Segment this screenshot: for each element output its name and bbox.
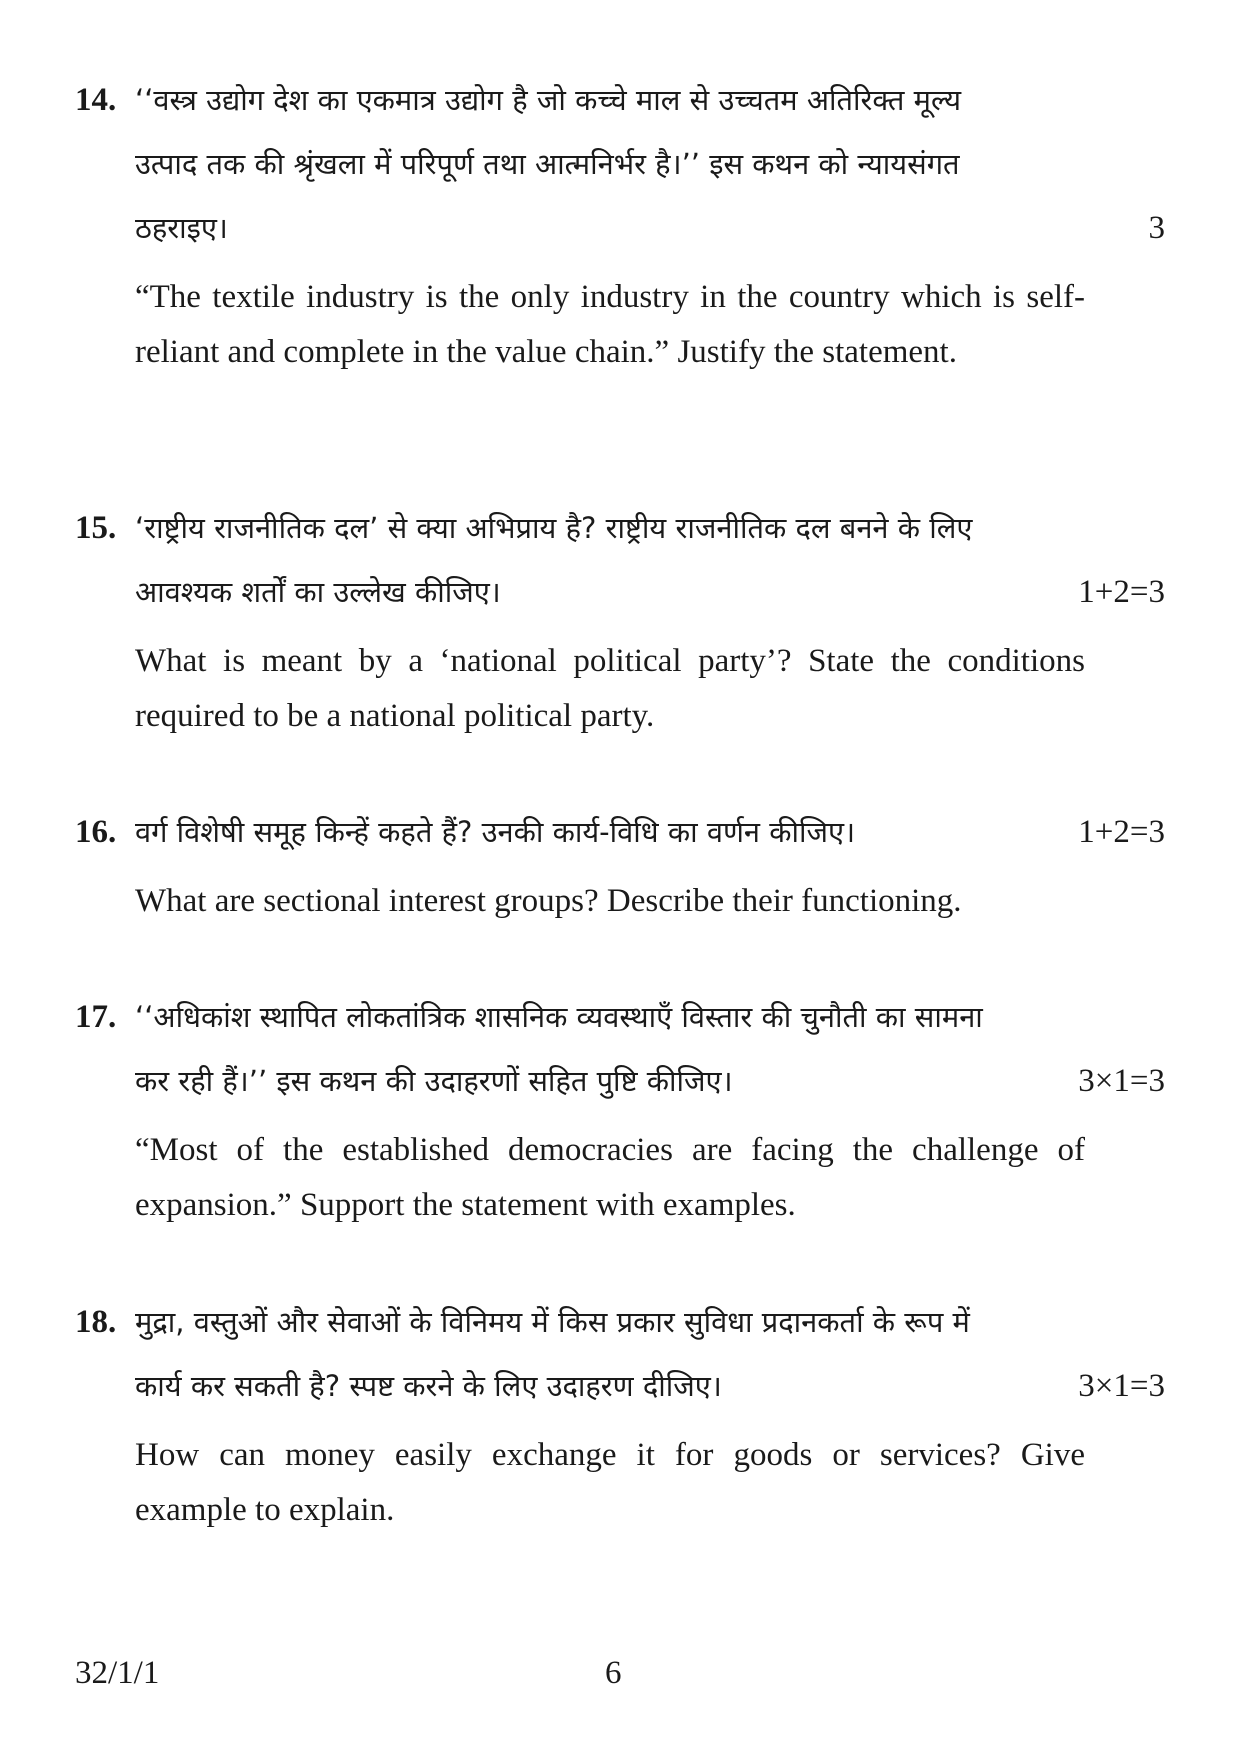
question-english-text: “Most of the established democracies are facing the challenge of expansion.” Support the statement with examples. xyxy=(135,1132,1085,1223)
question-number: 14. xyxy=(75,82,117,118)
question-marks: 3 xyxy=(1148,210,1165,246)
hindi-line: ‘‘वस्त्र उद्योग देश का एकमात्र उद्योग है जो कच्चे माल से उच्चतम अतिरिक्त मूल्य xyxy=(135,83,962,117)
question-marks: 3×1=3 xyxy=(1078,1368,1165,1404)
question-marks: 1+2=3 xyxy=(1078,814,1165,850)
hindi-line: ठहराइए। xyxy=(135,211,228,245)
question-marks: 3×1=3 xyxy=(1078,1063,1165,1099)
question-marks: 1+2=3 xyxy=(1078,574,1165,610)
paper-code: 32/1/1 xyxy=(75,1655,160,1691)
question-18 xyxy=(75,1290,1165,1538)
hindi-line: ‘‘अधिकांश स्थापित लोकतांत्रिक शासनिक व्यवस्थाएँ विस्तार की चुनौती का सामना xyxy=(135,1000,983,1034)
question-number: 17. xyxy=(75,999,117,1035)
page-number: 6 xyxy=(605,1655,622,1691)
hindi-line: कार्य कर सकती है? स्पष्ट करने के लिए उदाहरण दीजिए। xyxy=(135,1369,722,1403)
question-english-text: How can money easily exchange it for goods or services? Give example to explain. xyxy=(135,1437,1085,1528)
question-number: 16. xyxy=(75,814,117,850)
question-hindi-text xyxy=(135,800,1085,864)
question-16 xyxy=(75,800,1165,929)
question-hindi-text xyxy=(135,496,1085,624)
hindi-line: वर्ग विशेषी समूह किन्हें कहते हैं? उनकी कार्य-विधि का वर्णन कीजिए। xyxy=(135,815,856,849)
question-14 xyxy=(75,68,1165,380)
hindi-line: आवश्यक शर्तों का उल्लेख कीजिए। xyxy=(135,575,501,609)
question-english-text: “The textile industry is the only industry in the country which is self-reliant and complete in the value chain.” Justify the statement. xyxy=(135,279,1085,370)
question-17 xyxy=(75,985,1165,1233)
question-number: 15. xyxy=(75,510,117,546)
hindi-line: मुद्रा, वस्तुओं और सेवाओं के विनिमय में किस प्रकार सुविधा प्रदानकर्ता के रूप में xyxy=(135,1305,970,1339)
question-15 xyxy=(75,496,1165,744)
hindi-line: ‘राष्ट्रीय राजनीतिक दल’ से क्या अभिप्राय है? राष्ट्रीय राजनीतिक दल बनने के लिए xyxy=(135,511,973,545)
question-number: 18. xyxy=(75,1304,117,1340)
question-hindi-text xyxy=(135,1290,1085,1418)
question-english-text: What is meant by a ‘national political party’? State the conditions required to be a national political party. xyxy=(135,643,1085,734)
question-hindi-text xyxy=(135,68,1085,260)
question-english-text: What are sectional interest groups? Describe their functioning. xyxy=(135,883,962,919)
question-hindi-text xyxy=(135,985,1085,1113)
hindi-line: कर रही हैं।’’ इस कथन की उदाहरणों सहित पुष्टि कीजिए। xyxy=(135,1064,733,1098)
hindi-line: उत्पाद तक की श्रृंखला में परिपूर्ण तथा आत्मनिर्भर है।’’ इस कथन को न्यायसंगत xyxy=(135,147,960,181)
